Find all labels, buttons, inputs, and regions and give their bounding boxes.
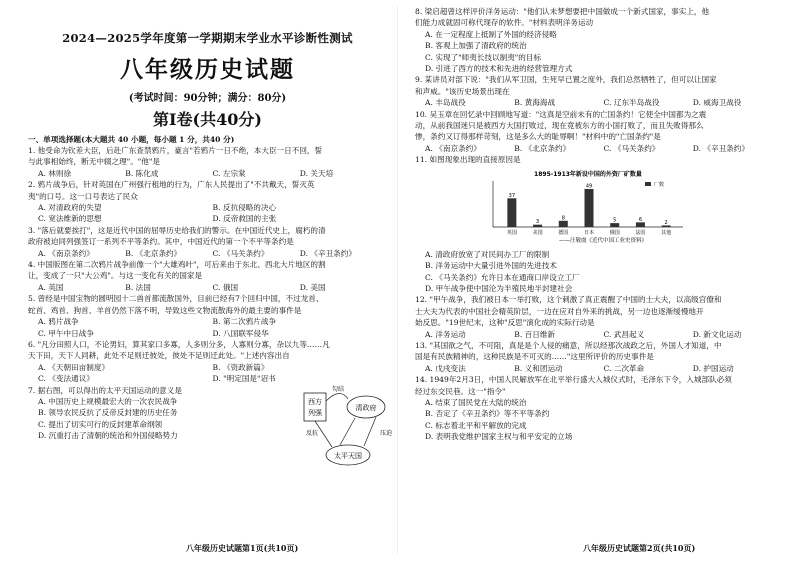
exam-page-2 xyxy=(397,0,794,562)
options-row xyxy=(28,328,387,339)
option-b: B. 反抗侵略的决心 xyxy=(212,203,277,213)
question-text: 政府被迫同列强签订一系列不平等条约。其中，中国近代的第一个不平等条约是 xyxy=(28,237,294,247)
question-1 xyxy=(28,145,387,179)
option-d: D. 威海卫战役 xyxy=(692,98,742,108)
option-a: A. 《天朝田亩制度》 xyxy=(38,362,110,372)
category-label: 俄国 xyxy=(609,229,620,236)
legend-label: 厂数 xyxy=(654,181,665,188)
question-text: 让，变成了一只"大公鸡"。与这一变化有关的国家是 xyxy=(28,271,203,281)
question-text: 8. 梁启超曾这样评价洋务运动："他们认未梦想要把中国做成一个新式国家，事实上，他 xyxy=(415,7,710,16)
option-c: C. 俄国 xyxy=(212,282,239,292)
question-text: 国是有民族精神的，这种民族是不可灭的……"这里所评价的历史事件是 xyxy=(415,352,654,362)
question-text: 与此事相始终，断无中辍之理"。"他"是 xyxy=(28,157,160,167)
option-d: D. 反帝救国的主张 xyxy=(212,214,277,224)
oppress-label: 压迫 xyxy=(379,429,393,437)
question-text: 10. 吴玉章在回忆录中回顾地写道："这真是空前未有的亡国条约！它使全中国都为之震 xyxy=(415,109,707,119)
question-text: 动，从前我国迷只是被西方大国打败过，现在竟被东方的小国打败了，而且失败得那么 xyxy=(415,121,704,131)
options-row xyxy=(415,363,782,374)
option-b: B. 《北京条约》 xyxy=(125,248,182,258)
options-row xyxy=(28,202,387,213)
chart-title: 1895-1913年新设中国的外资厂矿数量 xyxy=(534,170,642,178)
option-a: A. 对清政府的失望 xyxy=(38,203,102,213)
volume-title: 第I卷(共40分) xyxy=(153,110,262,129)
bar-value-label: 37 xyxy=(508,192,516,199)
options-row xyxy=(415,143,782,154)
option-a: A. 结束了国民党在大陆的统治 xyxy=(425,397,527,407)
options-row xyxy=(28,248,387,259)
option-b: B. 陈化成 xyxy=(125,168,159,178)
question-text: 11. 如图现象出现的直接原因是 xyxy=(415,155,521,165)
option-c: C. 《马关条约》 xyxy=(603,143,660,153)
question-text: 惨，条约又订得那样苛刻，这是多么大的耻辱啊！"材料中的"亡国条约"是 xyxy=(415,132,661,142)
option-c: C. 标志着北平和平解放的完成 xyxy=(425,420,527,430)
bar-value-label: 3 xyxy=(535,218,540,225)
question-text: 经过东交民巷。这一"指令" xyxy=(415,386,506,396)
option-b: B. 洋务运动中大量引进外国的先进技术 xyxy=(425,261,557,271)
question-text: 天下田，天下人同耕，此处不足则迁彼处，彼处不足则迁此处。"上述内容出自 xyxy=(28,351,290,361)
options-row xyxy=(415,97,782,108)
chart-caption: ——汪敬虞《近代中国工业史资料》 xyxy=(558,237,648,244)
option-a: A. 鸦片战争 xyxy=(38,317,79,327)
qing-government-label: 清政府 xyxy=(355,403,377,412)
question-text: 9. 某讲员对部下说："我们从军卫国，生死早已置之度外，我们总然牺牲了，但可以让国家 xyxy=(415,75,717,85)
option-a: A. 林则徐 xyxy=(38,168,72,178)
option-b: B. 《资政新篇》 xyxy=(212,362,269,372)
option-d: D. 甲午战争使中国沦为半殖民地半封建社会 xyxy=(425,283,573,293)
page-footer: 八年级历史试题第1页(共10页) xyxy=(186,543,299,553)
option-c: C. 《变法通议》 xyxy=(38,374,94,384)
option-d: D. 新文化运动 xyxy=(692,329,742,339)
option-c: C. 提出了切实可行的反封建革命纲领 xyxy=(38,419,163,429)
powers-label: 列强 xyxy=(308,408,322,417)
options-row xyxy=(28,362,387,373)
option-d: D. 关天培 xyxy=(299,168,334,178)
option-c: C. 宽法维新的思想 xyxy=(38,214,102,224)
exam-title: 2024—2025学年度第一学期期末学业水平诊断性测试 xyxy=(62,31,353,45)
collusion-label: 勾结 xyxy=(331,385,345,393)
taiping-relation-diagram xyxy=(300,383,396,471)
option-c: C. 左宗棠 xyxy=(212,168,246,178)
resist-arrow-center xyxy=(340,418,355,445)
question-text: 14. 1949年2月3日，中国人民解放军在北平举行盛大入城仪式时，毛泽东下令，入城部队必须 xyxy=(415,375,732,385)
option-a: A. 丰岛战役 xyxy=(425,98,466,108)
exam-time-line: (考试时间：90分钟；满分：80分) xyxy=(128,93,287,104)
option-d: D. 沉重打击了清朝的统治和外国侵略势力 xyxy=(38,431,178,441)
option-d: D. "明定国是"诏书 xyxy=(212,374,276,384)
category-label: 其他 xyxy=(661,229,672,236)
option-a: A. 中国历史上规模最宏大的一次农民战争 xyxy=(38,396,178,406)
option-c: C. 《马关条约》 xyxy=(212,248,269,258)
question-8 xyxy=(415,6,782,74)
resist-label: 反抗 xyxy=(305,429,319,437)
option-b: B. 义和团运动 xyxy=(514,363,563,373)
option-a: A. 戊戌变法 xyxy=(425,363,466,373)
question-text: 蛇首、鸡首、狗首、羊首仍然下落不明，导致这些文物流散海外的最主要的事件是 xyxy=(28,305,302,315)
option-b: B. 客观上加强了清政府的统治 xyxy=(425,41,527,51)
bar-value-label: 8 xyxy=(561,214,565,221)
question-text: 2. 鸦片战争后，针对英国在广州强行租地的行为，广东人民提出了"不共戴天，誓灭英 xyxy=(28,180,315,190)
options-row xyxy=(415,329,782,340)
section-heading: 一、单项选择题(本大题共 40 小题，每小题 1 分，共40 分) xyxy=(28,135,235,144)
question-text: 和声威。"该历史场景出现在 xyxy=(415,86,510,96)
question-text: 13. "其国欲之气，不可阻，真是是个人侵的痛意，所以经那次战政之后，外国人才知道，中 xyxy=(415,340,722,350)
collusion-arrow xyxy=(326,393,348,401)
category-label: 美国 xyxy=(532,229,543,236)
options-row xyxy=(28,282,387,293)
question-13 xyxy=(415,340,782,374)
option-d: D. 引进了西方的技术和先进的经营管理方式 xyxy=(425,64,573,74)
oppress-arrow xyxy=(364,417,376,446)
question-text: 3. "落后就要挨打"，这是近代中国的屈辱历史给我们的警示。在中国近代史上，腐朽的清 xyxy=(28,225,326,235)
option-a: A. 《南京条约》 xyxy=(38,248,94,258)
foreign-factories-bar-chart xyxy=(473,169,703,245)
question-text: 士大夫为代表的中国社会精英阶层，一边在应对自外来的挑战，另一边也逐渐缓慢地开 xyxy=(415,306,704,316)
bar-value-label: 6 xyxy=(638,216,643,223)
option-a: A. 在一定程度上抵制了外国的经济侵略 xyxy=(425,29,557,39)
option-b: B. 黄海海战 xyxy=(514,98,556,108)
bars-group xyxy=(507,183,671,236)
option-b: B. 否定了《辛丑条约》等不平等条约 xyxy=(425,409,550,419)
bar-2 xyxy=(559,220,568,226)
option-a: A. 洋务运动 xyxy=(425,329,466,339)
option-b: B. 百日维新 xyxy=(514,329,556,339)
bar-value-label: 49 xyxy=(585,183,593,190)
option-b: B. 法国 xyxy=(125,282,151,292)
legend-swatch xyxy=(645,182,651,186)
question-text: 们能力成就固可称代现存的软件。"材料表明洋务运动 xyxy=(415,18,594,28)
category-label: 日本 xyxy=(583,229,595,236)
bar-3 xyxy=(585,189,594,227)
question-6 xyxy=(28,339,387,385)
question-7 xyxy=(28,385,393,460)
question-4 xyxy=(28,259,387,293)
option-a: A. 《南京条约》 xyxy=(425,143,481,153)
option-c: C. 辽东半岛战役 xyxy=(603,98,660,108)
question-text: 夷"的口号。这一口号表达了民众 xyxy=(28,191,138,201)
question-text: 4. 中国版图在第二次鸦片战争前像一个"大雄鸡叶"，可后来由于东北、西北大片地区的割 xyxy=(28,260,326,270)
question-11 xyxy=(415,154,782,294)
question-text: 7. 据右图，可以得出的太平天国运动的意义是 xyxy=(28,385,182,395)
option-b: B. 第二次鸦片战争 xyxy=(212,317,277,327)
question-14 xyxy=(415,374,782,442)
question-text: 5. 曾经是中国宝物的圆明园十二兽首都流散国外，目前已经有7个回归中国，不过龙首、 xyxy=(28,294,324,304)
option-c: C. 实现了"师夷长技以制夷"的目标 xyxy=(425,52,542,62)
question-3 xyxy=(28,225,387,259)
option-a: A. 英国 xyxy=(38,282,64,292)
option-c: C. 《马关条约》允许日本在通商口岸设立工厂 xyxy=(425,272,580,282)
bar-4 xyxy=(610,223,619,227)
option-d: D. 《辛丑条约》 xyxy=(692,143,749,153)
category-label: 德国 xyxy=(558,229,569,236)
options-row xyxy=(28,316,387,327)
option-b: B. 《北京条约》 xyxy=(514,143,571,153)
option-b: B. 领导农民反抗了反帝反封建的历史任务 xyxy=(38,408,178,418)
question-text: 始反思。"19世纪末，这种"反思"演化成的实际行动是 xyxy=(415,318,595,328)
question-10 xyxy=(415,109,782,155)
option-d: D. 护国运动 xyxy=(692,363,734,373)
option-d: D. 美国 xyxy=(299,282,326,292)
option-d: D. 表明我党维护国家主权与和平安定的立场 xyxy=(425,432,573,442)
category-label: 英国 xyxy=(506,229,517,236)
option-d: D. 八国联军侵华 xyxy=(212,328,269,338)
options-row xyxy=(28,168,387,179)
bar-value-label: 5 xyxy=(613,217,617,224)
question-text: 12. "甲午战争，我们被日本一举打败，这个刺激了真正震醒了中国的士大夫，以高级官僚和 xyxy=(415,295,722,305)
bar-value-label: 2 xyxy=(664,219,668,226)
question-9 xyxy=(415,74,782,108)
option-d: D. 《辛丑条约》 xyxy=(299,248,356,258)
option-c: C. 二次革命 xyxy=(603,363,645,373)
taiping-label: 太平天国 xyxy=(334,451,362,460)
question-12 xyxy=(415,294,782,340)
western-label: 西方 xyxy=(308,397,322,406)
bar-0 xyxy=(507,198,516,227)
option-c: C. 武昌起义 xyxy=(603,329,645,339)
question-text: 1. 他受命为钦差大臣，后赴广东查禁鸦片，豪言"若鸦片一日不绝，本大臣一日不回，誓 xyxy=(28,146,323,155)
question-5 xyxy=(28,293,387,339)
question-text: 6. "凡分田照人口，不论男妇，算其家口多寡，人多则分多，人寡则分寡，杂以九等……凡 xyxy=(28,339,330,349)
options-row xyxy=(28,213,387,224)
option-a: A. 清政府放宽了对民间办工厂的限制 xyxy=(425,249,550,259)
category-label: 法国 xyxy=(635,229,646,236)
page-footer: 八年级历史试题第2页(共10页) xyxy=(583,543,696,553)
question-2 xyxy=(28,179,387,225)
main-title: 八年级历史试题 xyxy=(120,57,295,83)
bar-5 xyxy=(636,222,645,227)
option-c: C. 甲午中日战争 xyxy=(38,328,94,338)
